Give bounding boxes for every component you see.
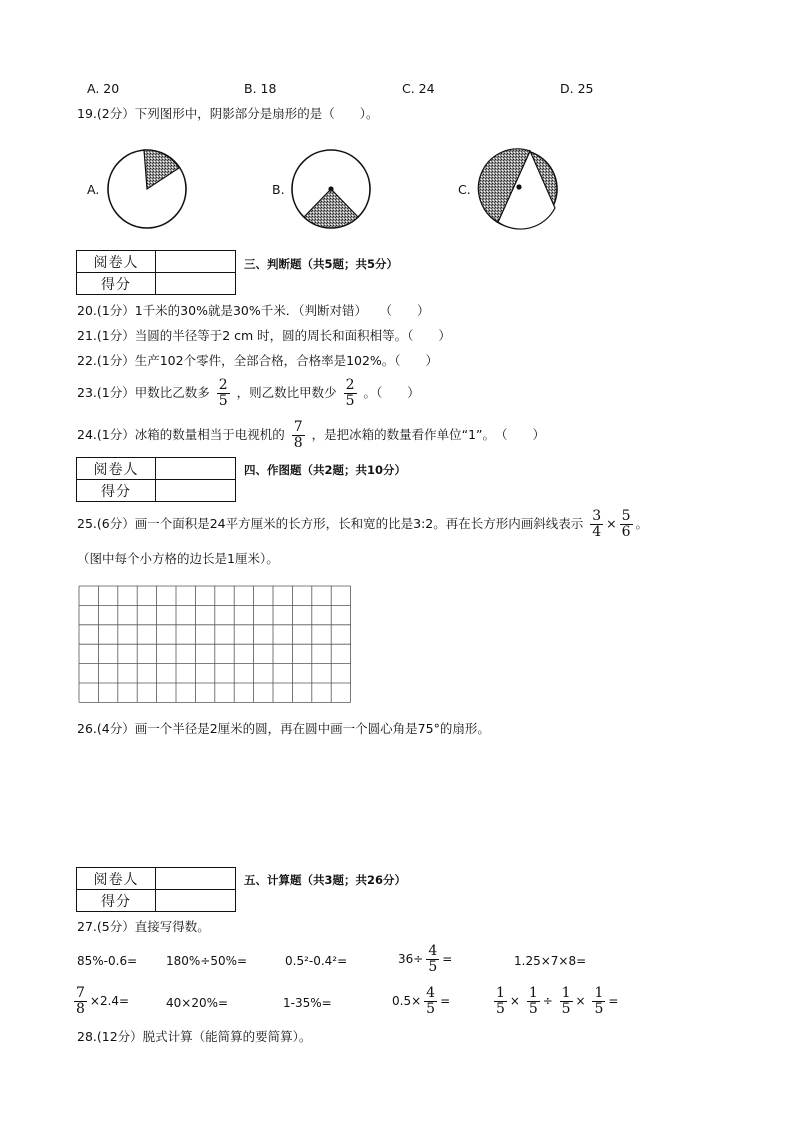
score-label: 得分 — [77, 273, 156, 295]
fraction-two-fifths-2: $\frac{2}{5}$ — [345, 377, 355, 409]
calc-2: 180%÷50%= — [166, 954, 248, 968]
fraction-three-quarters: $\frac{3}{4}$ — [592, 508, 602, 540]
fraction-seven-eighths: $\frac{7}{8}$ — [293, 419, 303, 451]
section-3-title: 三、判断题（共5题；共5分） — [244, 257, 399, 271]
question-27: 27.(5分）直接写得数。 — [77, 919, 210, 934]
score-blank[interactable] — [156, 890, 236, 912]
q24-text-a: 24.(1分）冰箱的数量相当于电视机的 — [77, 427, 285, 442]
score-label: 得分 — [77, 480, 156, 502]
fraction-two-fifths: $\frac{2}{5}$ — [218, 377, 228, 409]
reviewer-blank[interactable] — [156, 458, 236, 480]
score-label: 得分 — [77, 890, 156, 912]
question-21: 21.(1分）当圆的半径等于2 cm 时，圆的周长和面积相等。（ ） — [77, 328, 451, 343]
reviewer-label: 阅卷人 — [77, 458, 156, 480]
times-sign: × — [606, 516, 617, 531]
figure-label-a: A. — [87, 182, 100, 197]
reviewer-blank[interactable] — [156, 251, 236, 273]
calc-1: 85%-0.6= — [77, 954, 138, 968]
question-25-note: （图中每个小方格的边长是1厘米）。 — [77, 551, 279, 566]
section-5-title: 五、计算题（共3题；共26分） — [244, 873, 407, 887]
score-box-3 — [76, 250, 236, 295]
calc-4: 36÷ $\frac{4}{5}$ = — [398, 943, 453, 975]
q23-text-b: ，则乙数比甲数少 — [236, 385, 337, 400]
reviewer-blank[interactable] — [156, 868, 236, 890]
calc-6: $\frac{7}{8}$ ×2.4= — [76, 985, 130, 1017]
question-20: 20.(1分）1千米的30%就是30%千米．（判断对错） （ ） — [77, 303, 430, 318]
option-a: A. 20 — [87, 81, 120, 96]
figure-a-circle — [108, 150, 186, 228]
score-blank[interactable] — [156, 480, 236, 502]
q23-text-c: 。（ ） — [363, 385, 420, 400]
q25-text: 25.(6分）画一个面积是24平方厘米的长方形，长和宽的比是3:2。再在长方形内画斜线表示 — [77, 516, 584, 531]
reviewer-label: 阅卷人 — [77, 251, 156, 273]
figure-label-b: B. — [272, 182, 285, 197]
calc-7: 40×20%= — [166, 996, 229, 1010]
question-26: 26.(4分）画一个半径是2厘米的圆，再在圆中画一个圆心角是75°的扇形。 — [77, 721, 490, 736]
score-blank[interactable] — [156, 273, 236, 295]
q23-text-a: 23.(1分）甲数比乙数多 — [77, 385, 210, 400]
calc-9: 0.5× $\frac{4}{5}$ = — [392, 985, 451, 1017]
q19-figures — [0, 0, 794, 240]
figure-b-circle — [292, 150, 370, 228]
calc-3: 0.5²-0.4²= — [285, 954, 348, 968]
figure-label-c: C. — [458, 182, 471, 197]
reviewer-label: 阅卷人 — [77, 868, 156, 890]
section-4-title: 四、作图题（共2题；共10分） — [244, 463, 407, 477]
calc-5: 1.25×7×8= — [514, 954, 587, 968]
q25-end: 。 — [635, 516, 649, 531]
drawing-grid[interactable] — [78, 585, 354, 705]
option-b: B. 18 — [244, 81, 277, 96]
question-28: 28.(12分）脱式计算（能简算的要简算）。 — [77, 1029, 312, 1044]
option-d: D. 25 — [560, 81, 594, 96]
score-box-4 — [76, 457, 236, 502]
question-25 — [77, 509, 648, 540]
option-c: C. 24 — [402, 81, 435, 96]
question-23 — [77, 378, 420, 409]
calc-8: 1-35%= — [283, 996, 332, 1010]
q24-text-b: ，是把冰箱的数量看作单位“1”。 （ ） — [311, 427, 546, 442]
calc-10: $\frac{1}{5}$ × $\frac{1}{5}$ ÷ $\frac{1}{5}$ × $\frac{1}{5}$ = — [496, 985, 619, 1017]
fraction-five-sixths: $\frac{5}{6}$ — [621, 508, 631, 540]
question-19: 19.(2分）下列图形中，阴影部分是扇形的是（ ）。 — [77, 106, 379, 121]
score-box-5 — [76, 867, 236, 912]
figure-c-circle — [478, 149, 557, 229]
question-22: 22.(1分）生产102个零件，全部合格，合格率是102%。（ ） — [77, 353, 439, 368]
question-24 — [77, 420, 545, 451]
